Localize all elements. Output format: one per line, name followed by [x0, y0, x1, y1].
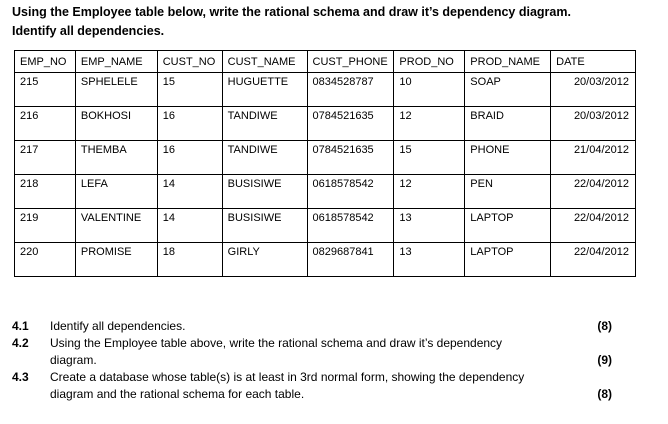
cell-emp-no: 216 [15, 107, 76, 141]
cell-emp-name: THEMBA [75, 141, 157, 175]
cell-cust-no: 15 [157, 73, 222, 107]
header-cust-no: CUST_NO [157, 51, 222, 73]
cell-cust-name: TANDIWE [222, 107, 307, 141]
cell-prod-no: 12 [394, 175, 465, 209]
cell-cust-no: 14 [157, 209, 222, 243]
question-text: diagram and the rational schema for each table. [50, 387, 305, 401]
cell-prod-no: 13 [394, 243, 465, 277]
cell-prod-no: 15 [394, 141, 465, 175]
cell-date: 21/04/2012 [551, 141, 636, 175]
cell-cust-phone: 0784521635 [307, 141, 394, 175]
cell-date: 22/04/2012 [551, 175, 636, 209]
cell-cust-phone: 0618578542 [307, 209, 394, 243]
table-row [15, 107, 636, 141]
header-cust-name: CUST_NAME [222, 51, 307, 73]
cell-emp-name: LEFA [75, 175, 157, 209]
cell-cust-name: GIRLY [222, 243, 307, 277]
cell-prod-no: 10 [394, 73, 465, 107]
cell-prod-name: LAPTOP [465, 209, 551, 243]
header-date: DATE [551, 51, 636, 73]
question-item [12, 335, 612, 369]
table-row [15, 209, 636, 243]
employee-table [14, 50, 636, 277]
header-emp-no: EMP_NO [15, 51, 76, 73]
header-prod-no: PROD_NO [394, 51, 465, 73]
cell-cust-name: BUSISIWE [222, 209, 307, 243]
question-number: 4.1 [12, 319, 29, 333]
cell-cust-phone: 0784521635 [307, 107, 394, 141]
cell-emp-name: VALENTINE [75, 209, 157, 243]
cell-emp-name: PROMISE [75, 243, 157, 277]
instruction-line-2: Identify all dependencies. [12, 24, 165, 38]
question-marks: (9) [597, 353, 612, 367]
header-cust-phone: CUST_PHONE [307, 51, 394, 73]
header-prod-name: PROD_NAME [465, 51, 551, 73]
table-row [15, 73, 636, 107]
cell-date: 22/04/2012 [551, 209, 636, 243]
cell-cust-name: BUSISIWE [222, 175, 307, 209]
cell-emp-no: 218 [15, 175, 76, 209]
cell-cust-phone: 0829687841 [307, 243, 394, 277]
cell-date: 20/03/2012 [551, 73, 636, 107]
table-row [15, 141, 636, 175]
cell-emp-name: SPHELELE [75, 73, 157, 107]
question-number: 4.3 [12, 370, 29, 384]
table-body [15, 73, 636, 277]
cell-cust-phone: 0618578542 [307, 175, 394, 209]
cell-cust-no: 14 [157, 175, 222, 209]
question-list [12, 318, 612, 403]
cell-prod-name: PEN [465, 175, 551, 209]
cell-prod-name: PHONE [465, 141, 551, 175]
question-marks: (8) [597, 319, 612, 333]
cell-cust-no: 16 [157, 107, 222, 141]
cell-cust-no: 18 [157, 243, 222, 277]
cell-cust-name: TANDIWE [222, 141, 307, 175]
cell-cust-name: HUGUETTE [222, 73, 307, 107]
cell-emp-name: BOKHOSI [75, 107, 157, 141]
question-text: Create a database whose table(s) is at least in 3rd normal form, showing the dependency [50, 370, 525, 384]
instructions [12, 3, 652, 41]
question-text: Using the Employee table above, write the rational schema and draw it’s dependency [50, 336, 503, 350]
cell-prod-no: 12 [394, 107, 465, 141]
question-text: diagram. [50, 353, 97, 367]
table-header-row [15, 51, 636, 73]
cell-emp-no: 215 [15, 73, 76, 107]
cell-prod-no: 13 [394, 209, 465, 243]
question-item [12, 318, 612, 335]
question-text: Identify all dependencies. [50, 319, 186, 333]
cell-emp-no: 219 [15, 209, 76, 243]
cell-cust-phone: 0834528787 [307, 73, 394, 107]
cell-prod-name: BRAID [465, 107, 551, 141]
cell-emp-no: 217 [15, 141, 76, 175]
question-number: 4.2 [12, 336, 29, 350]
instruction-line-1: Using the Employee table below, write the rational schema and draw it’s dependency diagram. [12, 5, 571, 19]
question-item [12, 369, 612, 403]
cell-prod-name: SOAP [465, 73, 551, 107]
cell-date: 20/03/2012 [551, 107, 636, 141]
table-row [15, 243, 636, 277]
question-marks: (8) [597, 387, 612, 401]
header-emp-name: EMP_NAME [75, 51, 157, 73]
cell-date: 22/04/2012 [551, 243, 636, 277]
cell-prod-name: LAPTOP [465, 243, 551, 277]
cell-emp-no: 220 [15, 243, 76, 277]
cell-cust-no: 16 [157, 141, 222, 175]
table-row [15, 175, 636, 209]
